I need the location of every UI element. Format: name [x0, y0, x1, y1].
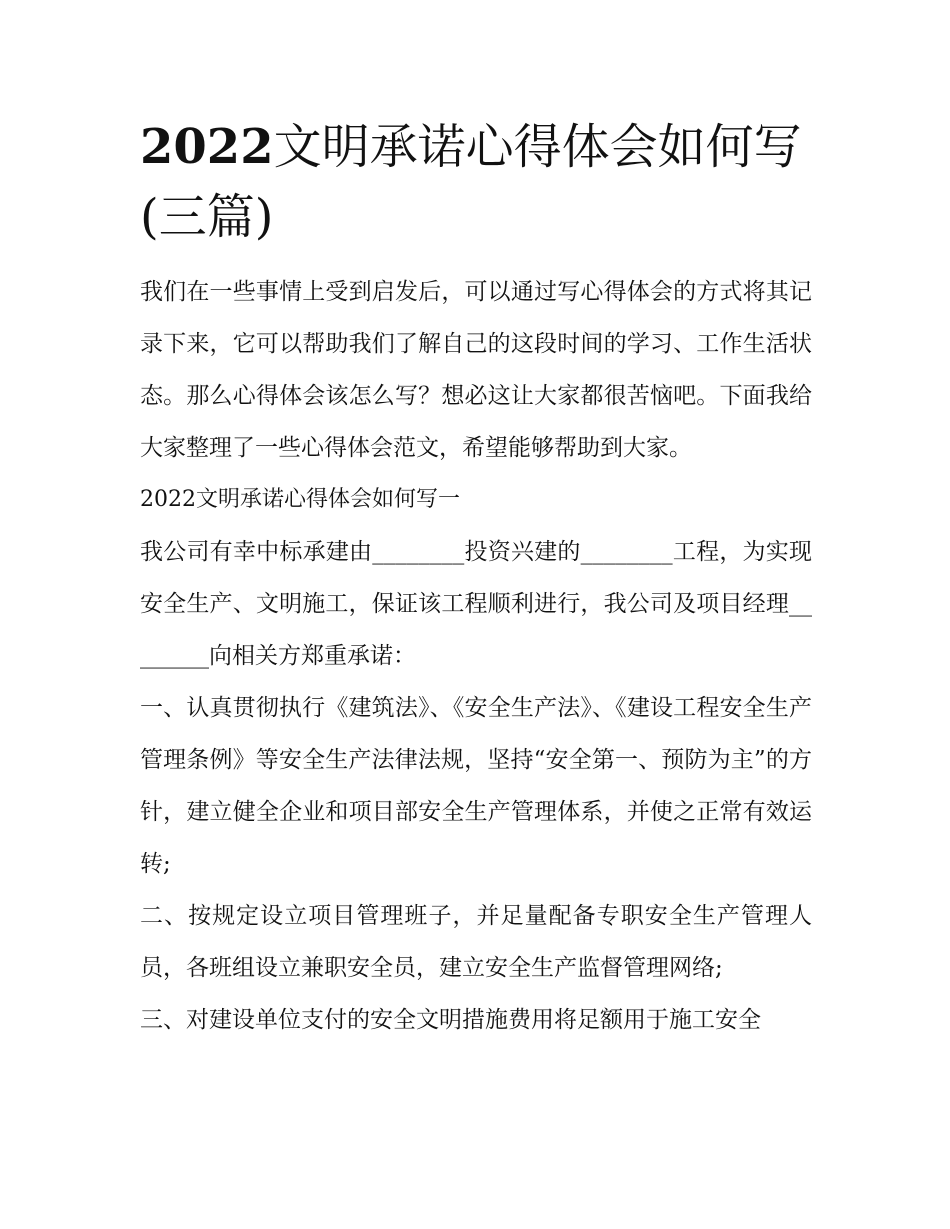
document-title	[140, 112, 812, 252]
body-paragraph-1: 我公司有幸中标承建由________投资兴建的________工程，为实现安全生产、文明施工，保证该工程顺利进行，我公司及项目经理________向相关方郑重承诺：	[140, 539, 812, 669]
document-body	[140, 266, 812, 1046]
body-paragraph-4: 三、对建设单位支付的安全文明措施费用将足额用于施工安全	[140, 1007, 761, 1033]
section-heading: 2022文明承诺心得体会如何写一	[140, 487, 460, 512]
title-year: 2022	[140, 119, 274, 175]
body-paragraph-3: 二、按规定设立项目管理班子，并足量配备专职安全生产管理人员，各班组设立兼职安全员，建立安全生产监督管理网络;	[140, 903, 812, 981]
body-paragraph-2: 一、认真贯彻执行《建筑法》、《安全生产法》、《建设工程安全生产管理条例》等安全生产法律法规，坚持“安全第一、预防为主”的方针，建立健全企业和项目部安全生产管理体系，并使之正常有效运转;	[140, 695, 812, 877]
intro-paragraph: 我们在一些事情上受到启发后，可以通过写心得体会的方式将其记录下来，它可以帮助我们了解自己的这段时间的学习、工作生活状态。那么心得体会该怎么写？想必这让大家都很苦恼吧。下面我给大家整理了一些心得体会范文，希望能够帮助到大家。	[140, 279, 812, 461]
document-content	[140, 112, 812, 1046]
title-text: 文明承诺心得体会如何写(三篇)	[140, 119, 802, 245]
